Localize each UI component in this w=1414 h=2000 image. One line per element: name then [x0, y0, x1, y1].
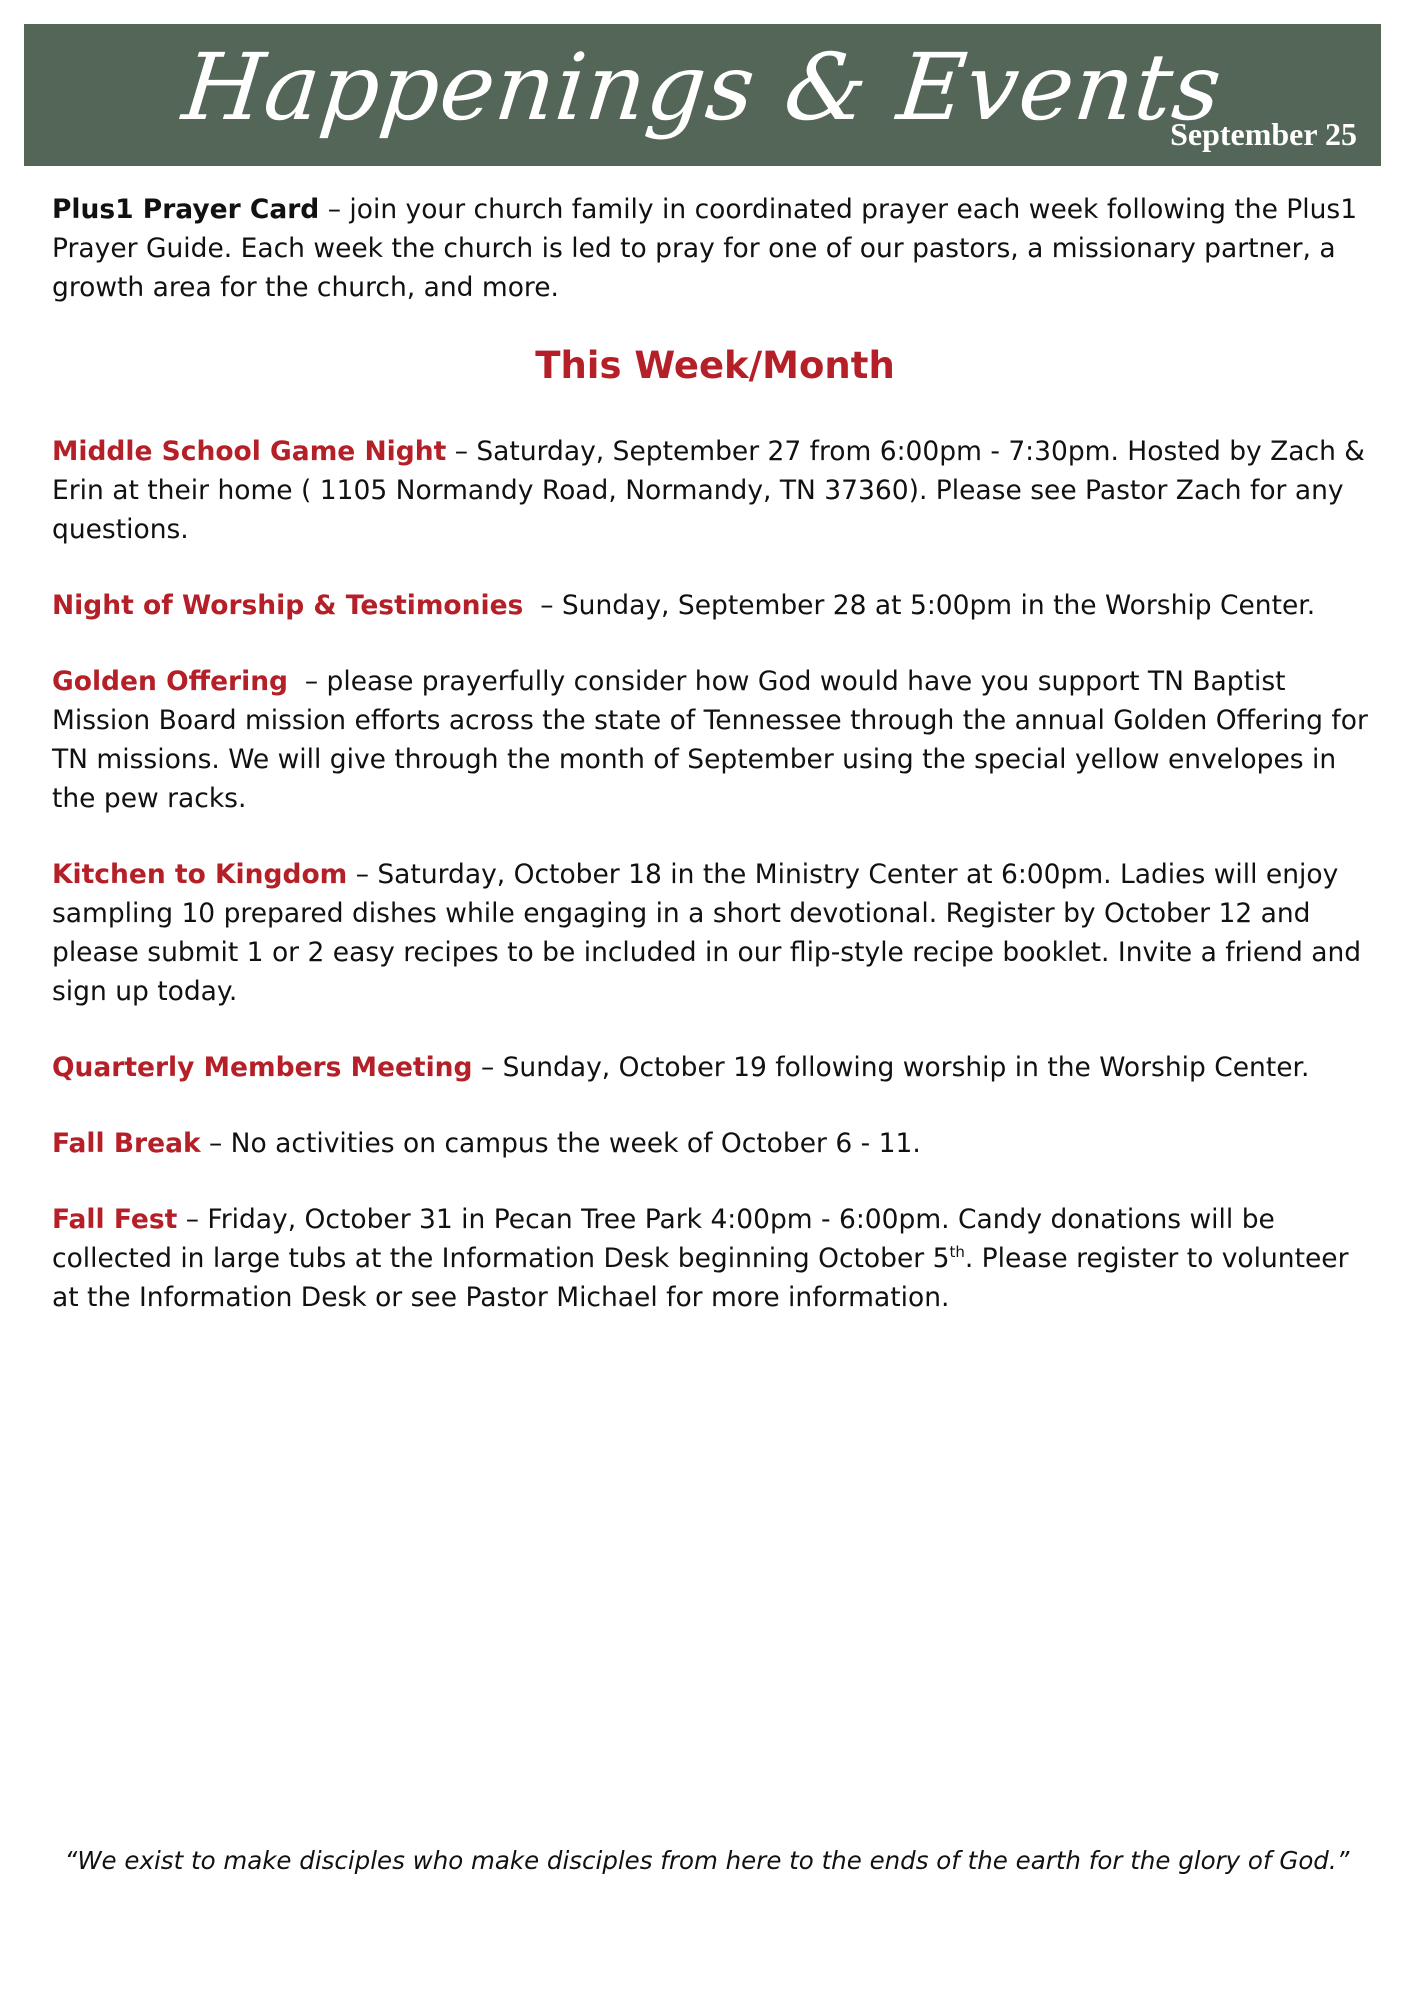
event-item — [52, 662, 1378, 818]
event-text: – please prayerfully consider how God would have you support TN Baptist Mission Board mission efforts across the state of Tennessee through the annual Golden Offering for TN missions. We will give through the month of September using the special yellow envelopes in the pew racks. — [52, 666, 1377, 814]
event-item-fall-fest — [52, 1200, 1378, 1317]
event-text: – No activities on campus the week of October 6 - 11. — [200, 1128, 921, 1159]
event-text: – Saturday, October 18 in the Ministry Center at 6:00pm. Ladies will enjoy sampling 10 prepared dishes while engaging in a short devotional. Register by October 12 and please submit 1 or 2 easy recipes to be included in our flip-style recipe booklet. Invite a friend and sign up today. — [52, 859, 1362, 1007]
event-text: – Friday, October 31 in Pecan Tree Park 4:00pm - 6:00pm. Candy donations will be collected in large tubs at the Information Desk beginning October 5 — [52, 1204, 1275, 1274]
header-banner — [24, 24, 1381, 166]
event-text-continued: . Please register to volunteer at the Information Desk or see Pastor Michael for more information. — [52, 1243, 1349, 1313]
event-title: Kitchen to Kingdom — [52, 859, 348, 890]
event-title: Middle School Game Night — [52, 436, 447, 467]
issue-date: September 25 — [1170, 116, 1357, 152]
event-item — [52, 1048, 1378, 1087]
mission-statement: “We exist to make disciples who make disciples from here to the ends of the earth for the glory of God.” — [64, 1846, 1350, 1875]
event-item — [52, 855, 1378, 1011]
intro-lead: Plus1 Prayer Card — [52, 194, 320, 225]
section-heading: This Week/Month — [535, 344, 895, 387]
event-text: – Sunday, September 28 at 5:00pm in the Worship Center. — [523, 590, 1316, 621]
main-content — [52, 190, 1378, 1354]
page-title: Happenings & Events — [178, 34, 1228, 141]
event-title: Fall Fest — [52, 1204, 178, 1235]
event-text: – Saturday, September 27 from 6:00pm - 7:30pm. Hosted by Zach & Erin at their home ( 1105 Normandy Road, Normandy, TN 37360). Please see Pastor Zach for any questions. — [52, 436, 1365, 545]
event-title: Quarterly Members Meeting — [52, 1052, 473, 1083]
event-text: – Sunday, October 19 following worship in the Worship Center. — [472, 1052, 1310, 1083]
event-title: Golden Offering — [52, 666, 289, 697]
event-title: Night of Worship & Testimonies — [52, 590, 524, 621]
intro-text: – join your church family in coordinated prayer each week following the Plus1 Prayer Guide. Each week the church is led to pray for one of our pastors, a missionary partner, a growth area for the church, and more. — [52, 194, 1358, 303]
event-item — [52, 1124, 1378, 1163]
event-item — [52, 586, 1378, 625]
intro-paragraph — [52, 190, 1378, 307]
ordinal-suffix: th — [949, 1243, 965, 1262]
event-item — [52, 432, 1378, 549]
event-title: Fall Break — [52, 1128, 201, 1159]
